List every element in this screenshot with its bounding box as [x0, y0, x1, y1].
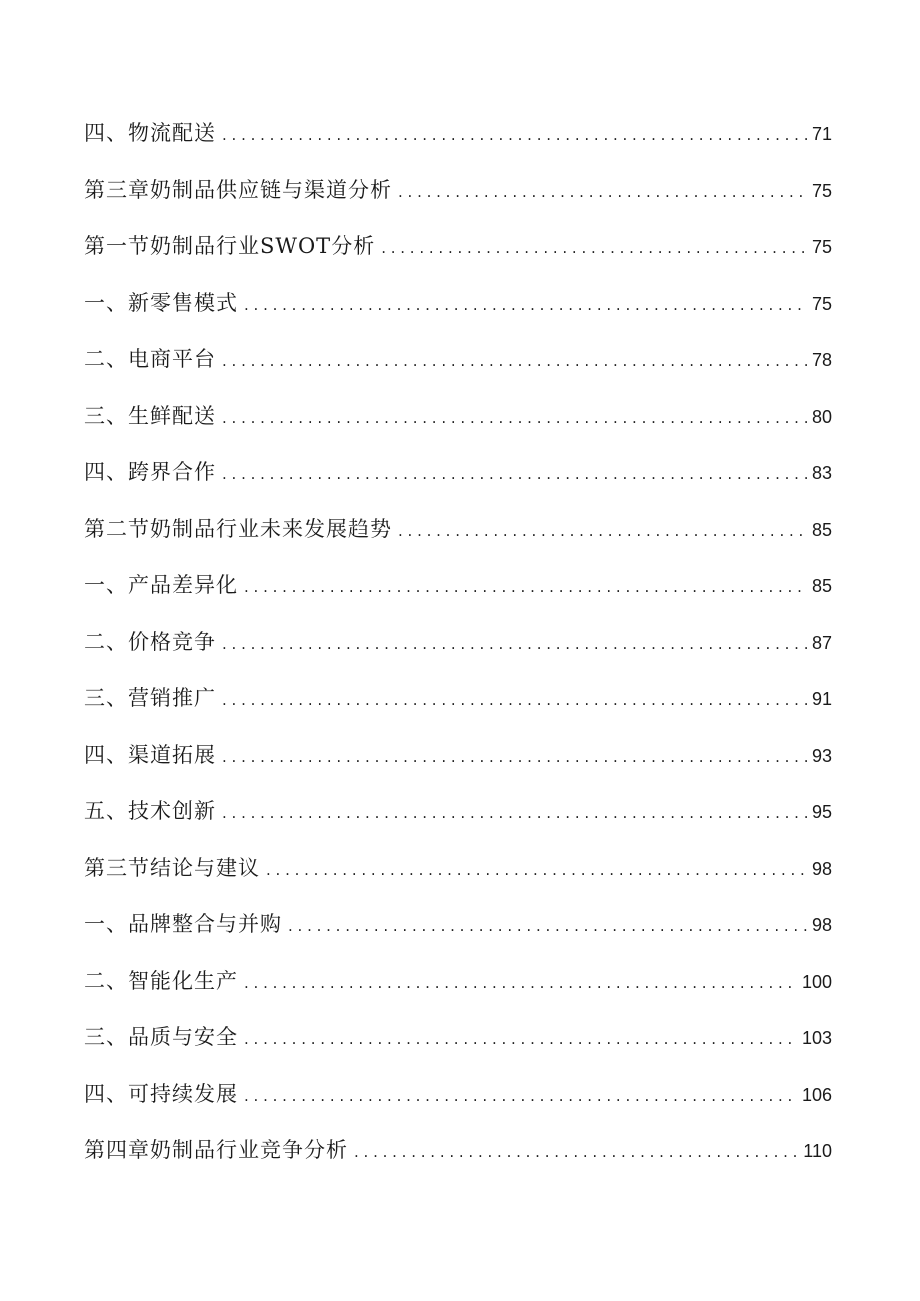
toc-page-number: 100 — [801, 971, 832, 992]
table-of-contents — [84, 113, 832, 1187]
toc-entry[interactable] — [84, 113, 832, 170]
toc-entry-title: 第三章奶制品供应链与渠道分析 — [84, 177, 392, 202]
toc-entry-title: 四、物流配送 — [84, 121, 216, 145]
toc-dot-leader — [222, 793, 808, 833]
toc-entry[interactable] — [84, 1017, 832, 1074]
toc-entry[interactable] — [84, 791, 832, 848]
toc-dot-leader — [222, 341, 808, 381]
toc-entry[interactable] — [84, 904, 832, 961]
toc-entry[interactable] — [84, 170, 832, 227]
toc-entry-title: 第一节奶制品行业SWOT分析 — [84, 234, 376, 258]
toc-dot-leader — [266, 850, 808, 890]
toc-page-number: 75 — [811, 237, 832, 257]
toc-dot-leader — [354, 1132, 799, 1172]
toc-page-number: 91 — [811, 689, 832, 709]
toc-page-number: 71 — [811, 124, 832, 144]
toc-entry-title: 一、新零售模式 — [84, 290, 238, 315]
toc-dot-leader — [244, 1019, 798, 1059]
toc-entry[interactable] — [84, 735, 832, 792]
toc-page-number: 95 — [811, 802, 832, 822]
toc-dot-leader — [222, 680, 808, 720]
toc-entry[interactable] — [84, 565, 832, 622]
toc-page-number: 80 — [811, 406, 832, 427]
toc-entry-title: 第二节奶制品行业未来发展趋势 — [84, 516, 392, 541]
toc-entry[interactable] — [84, 226, 832, 283]
toc-entry-title: 五、技术创新 — [84, 799, 216, 823]
toc-page-number: 85 — [811, 519, 832, 540]
toc-entry[interactable] — [84, 283, 832, 340]
toc-entry-title: 二、电商平台 — [84, 347, 216, 371]
toc-page-number: 93 — [811, 745, 832, 766]
toc-entry-title: 三、品质与安全 — [84, 1025, 238, 1049]
toc-page-number: 106 — [801, 1084, 832, 1105]
toc-entry[interactable] — [84, 961, 832, 1018]
toc-entry[interactable] — [84, 848, 832, 905]
toc-entry[interactable] — [84, 678, 832, 735]
toc-page-number: 98 — [811, 915, 832, 935]
toc-page-number: 103 — [801, 1028, 832, 1048]
toc-entry-title: 三、生鲜配送 — [84, 403, 216, 428]
toc-page-number: 75 — [811, 293, 832, 314]
toc-dot-leader — [398, 172, 808, 212]
toc-page-number: 87 — [811, 632, 832, 653]
toc-entry-title: 一、品牌整合与并购 — [84, 912, 282, 936]
toc-entry-title: 四、可持续发展 — [84, 1081, 238, 1106]
toc-page-number: 110 — [803, 1141, 832, 1161]
toc-page-number: 85 — [811, 576, 832, 596]
toc-page-number: 83 — [811, 463, 832, 483]
toc-page-number: 78 — [811, 350, 832, 370]
toc-entry[interactable] — [84, 1130, 832, 1187]
toc-entry-title: 四、渠道拓展 — [84, 742, 216, 767]
toc-entry-title: 第四章奶制品行业竞争分析 — [84, 1138, 348, 1162]
toc-dot-leader — [244, 1076, 798, 1116]
toc-entry-title: 四、跨界合作 — [84, 460, 216, 484]
toc-entry[interactable] — [84, 509, 832, 566]
toc-entry-title: 一、产品差异化 — [84, 573, 238, 597]
toc-dot-leader — [398, 511, 808, 551]
toc-entry-title: 二、智能化生产 — [84, 968, 238, 993]
toc-entry-title: 二、价格竞争 — [84, 629, 216, 654]
toc-entry[interactable] — [84, 1074, 832, 1131]
toc-dot-leader — [288, 906, 808, 946]
toc-entry[interactable] — [84, 339, 832, 396]
toc-entry[interactable] — [84, 452, 832, 509]
toc-dot-leader — [244, 963, 798, 1003]
toc-dot-leader — [222, 454, 808, 494]
toc-dot-leader — [244, 567, 808, 607]
toc-dot-leader — [381, 228, 808, 268]
toc-dot-leader — [222, 398, 808, 438]
toc-page-number: 75 — [811, 180, 832, 201]
toc-entry[interactable] — [84, 622, 832, 679]
toc-dot-leader — [222, 115, 808, 155]
toc-entry-title: 第三节结论与建议 — [84, 855, 260, 880]
toc-entry[interactable] — [84, 396, 832, 453]
toc-dot-leader — [244, 285, 808, 325]
toc-entry-title: 三、营销推广 — [84, 686, 216, 710]
toc-dot-leader — [222, 624, 808, 664]
toc-dot-leader — [222, 737, 808, 777]
toc-page-number: 98 — [811, 858, 832, 879]
